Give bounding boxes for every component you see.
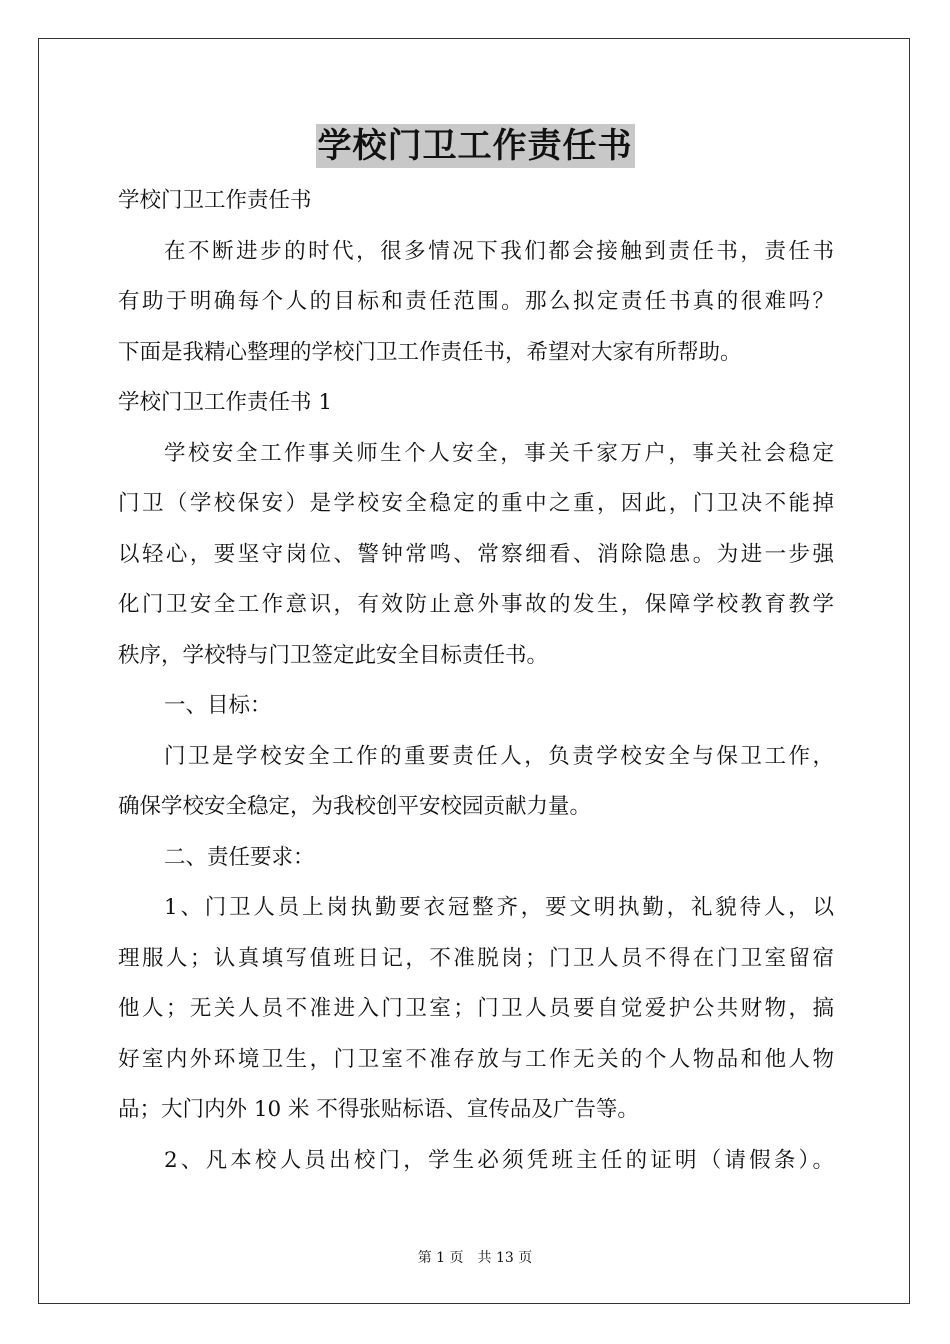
text-line: 秩序，学校特与门卫签定此安全目标责任书。 bbox=[118, 642, 549, 668]
title-container bbox=[0, 124, 950, 168]
document-body bbox=[118, 176, 834, 1186]
page-footer: 第 1 页 共 13 页 bbox=[417, 1250, 533, 1266]
text-line: 他人；无关人员不准进入门卫室；门卫人员要自觉爱护公共财物，搞 bbox=[118, 996, 834, 1021]
text-line: 好室内外环境卫生，门卫室不准存放与工作无关的个人物品和他人物 bbox=[118, 1046, 834, 1072]
text-line: 学校门卫工作责任书 bbox=[118, 188, 312, 213]
text-line: 1、门卫人员上岗执勤要衣冠整齐，要文明执勤，礼貌待人，以 bbox=[164, 895, 834, 920]
document-title: 学校门卫工作责任书 bbox=[317, 126, 633, 166]
text-line: 二、责任要求： bbox=[164, 844, 315, 870]
text-line: 化门卫安全工作意识，有效防止意外事故的发生，保障学校教育教学 bbox=[118, 592, 834, 617]
text-line: 以轻心，要坚守岗位、警钟常鸣、常察细看、消除隐患。为进一步强 bbox=[118, 541, 834, 567]
text-line: 确保学校安全稳定，为我校创平安校园贡献力量。 bbox=[118, 794, 592, 819]
text-line: 学校门卫工作责任书 1 bbox=[118, 390, 333, 415]
text-line: 一、目标： bbox=[164, 693, 272, 718]
text-line: 有助于明确每个人的目标和责任范围。那么拟定责任书真的很难吗？ bbox=[118, 289, 834, 314]
text-line: 门卫是学校安全工作的重要责任人，负责学校安全与保卫工作， bbox=[164, 743, 834, 769]
text-line: 在不断进步的时代，很多情况下我们都会接触到责任书，责任书 bbox=[164, 238, 834, 264]
text-line: 下面是我精心整理的学校门卫工作责任书，希望对大家有所帮助。 bbox=[118, 339, 742, 365]
text-line: 品；大门内外 10 米 不得张贴标语、宣传品及广告等。 bbox=[118, 1097, 639, 1122]
text-line: 2、凡本校人员出校门，学生必须凭班主任的证明（请假条）。 bbox=[164, 1147, 834, 1173]
text-line: 门卫（学校保安）是学校安全稳定的重中之重，因此，门卫决不能掉 bbox=[118, 491, 834, 516]
text-line: 学校安全工作事关师生个人安全，事关千家万户，事关社会稳定 bbox=[164, 440, 834, 466]
text-line: 理服人；认真填写值班日记，不准脱岗；门卫人员不得在门卫室留宿 bbox=[118, 945, 834, 971]
